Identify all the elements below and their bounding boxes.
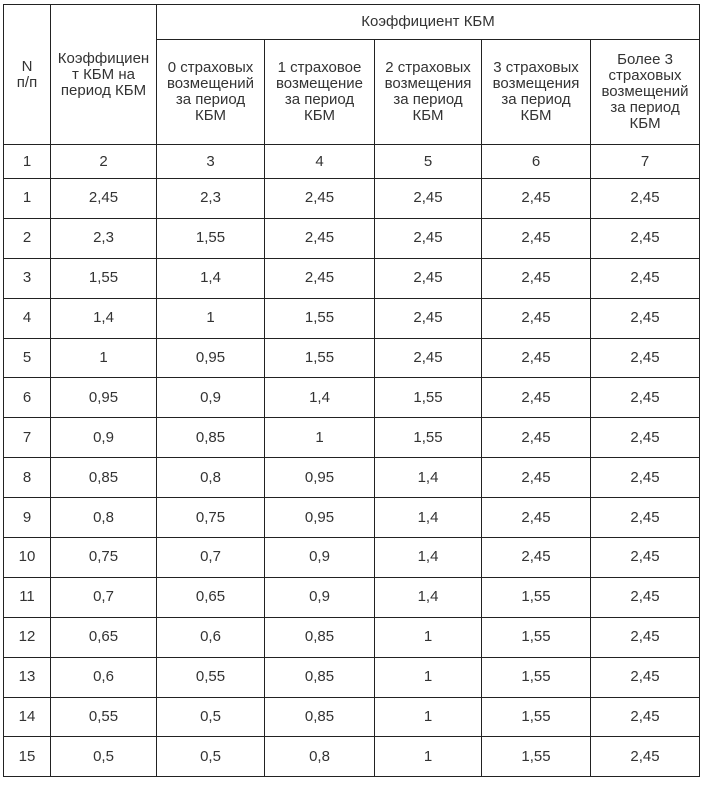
coefficient-cell: 0,5 <box>157 737 265 777</box>
coefficient-cell: 0,6 <box>157 617 265 657</box>
coefficient-cell: 2,45 <box>591 617 700 657</box>
coefficient-cell: 0,75 <box>157 498 265 538</box>
column-number: 4 <box>265 145 375 179</box>
coefficient-cell: 2,45 <box>265 218 375 258</box>
row-number-cell: 1 <box>4 179 51 219</box>
header-sub-0 <box>157 40 265 145</box>
header-sub-line: возмещения <box>492 75 580 92</box>
header-sub-line: КБМ <box>303 107 336 124</box>
header-sub-line: 0 страховых <box>167 59 254 76</box>
coefficient-cell: 0,5 <box>51 737 157 777</box>
header-sub-1 <box>265 40 375 145</box>
coefficient-cell: 2,45 <box>591 498 700 538</box>
table-row <box>4 697 700 737</box>
header-sub-line: за период <box>501 91 571 108</box>
coefficient-cell: 2,45 <box>482 179 591 219</box>
coefficient-cell: 0,7 <box>157 538 265 578</box>
coefficient-cell: 1,55 <box>482 657 591 697</box>
header-sub-line: за период <box>610 99 680 116</box>
coefficient-cell: 1 <box>157 298 265 338</box>
header-sub-line: за период <box>175 91 246 108</box>
column-number: 1 <box>4 145 51 179</box>
coefficient-cell: 1,55 <box>482 697 591 737</box>
header-sub-line: 2 страховых <box>385 59 471 76</box>
header-n-line: п/п <box>16 73 38 91</box>
row-number-cell: 15 <box>4 737 51 777</box>
row-number-cell: 4 <box>4 298 51 338</box>
row-number-cell: 11 <box>4 577 51 617</box>
coefficient-cell: 0,85 <box>265 657 375 697</box>
table-row <box>4 418 700 458</box>
column-number: 5 <box>375 145 482 179</box>
row-number-cell: 2 <box>4 218 51 258</box>
coefficient-cell: 0,7 <box>51 577 157 617</box>
table-row <box>4 538 700 578</box>
coefficient-cell: 2,45 <box>265 179 375 219</box>
coefficient-cell: 0,85 <box>265 697 375 737</box>
coefficient-cell: 1,4 <box>157 258 265 298</box>
coefficient-cell: 1,4 <box>375 498 482 538</box>
coefficient-cell: 1 <box>375 737 482 777</box>
coefficient-cell: 2,45 <box>375 338 482 378</box>
row-number-cell: 10 <box>4 538 51 578</box>
row-number-cell: 14 <box>4 697 51 737</box>
table-row <box>4 298 700 338</box>
table-row <box>4 577 700 617</box>
header-sub-line: Более 3 <box>617 51 673 68</box>
coefficient-cell: 1 <box>375 697 482 737</box>
coefficient-cell: 2,45 <box>591 737 700 777</box>
header-sub-line: 3 страховых <box>493 59 579 76</box>
coefficient-cell: 0,95 <box>265 498 375 538</box>
header-sub-line: возмещений <box>166 75 255 92</box>
row-number-cell: 9 <box>4 498 51 538</box>
coefficient-cell: 0,85 <box>157 418 265 458</box>
row-number-cell: 6 <box>4 378 51 418</box>
header-coef-line: Коэффициен <box>57 49 150 67</box>
coefficient-cell: 2,3 <box>157 179 265 219</box>
coefficient-cell: 2,3 <box>51 218 157 258</box>
header-row-top <box>4 5 700 40</box>
table-row <box>4 737 700 777</box>
coefficient-cell: 0,9 <box>265 577 375 617</box>
coefficient-cell: 2,45 <box>375 218 482 258</box>
coefficient-cell: 0,85 <box>51 458 157 498</box>
coefficient-cell: 1,55 <box>482 737 591 777</box>
header-sub-line: КБМ <box>520 107 552 124</box>
coefficient-cell: 2,45 <box>591 298 700 338</box>
column-number: 3 <box>157 145 265 179</box>
header-coef-line: период КБМ <box>60 81 147 99</box>
coefficient-cell: 2,45 <box>591 218 700 258</box>
table-row <box>4 458 700 498</box>
header-coef-period <box>51 5 157 145</box>
coefficient-cell: 2,45 <box>591 697 700 737</box>
header-sub-line: возмещение <box>275 75 364 92</box>
header-sub-4 <box>591 40 700 145</box>
table-row <box>4 338 700 378</box>
coefficient-cell: 1,4 <box>375 577 482 617</box>
column-number: 7 <box>591 145 700 179</box>
header-sub-line: КБМ <box>629 115 661 132</box>
row-number-cell: 13 <box>4 657 51 697</box>
row-number-cell: 3 <box>4 258 51 298</box>
coefficient-cell: 0,85 <box>265 617 375 657</box>
header-group-title: Коэффициент КБМ <box>157 5 700 40</box>
coefficient-cell: 2,45 <box>482 538 591 578</box>
coefficient-cell: 2,45 <box>51 179 157 219</box>
coefficient-cell: 2,45 <box>591 657 700 697</box>
coefficient-cell: 2,45 <box>265 258 375 298</box>
header-n-pp <box>4 5 51 145</box>
coefficient-cell: 0,65 <box>51 617 157 657</box>
coefficient-cell: 0,8 <box>265 737 375 777</box>
coefficient-cell: 0,9 <box>157 378 265 418</box>
coefficient-cell: 0,5 <box>157 697 265 737</box>
coefficient-cell: 2,45 <box>375 258 482 298</box>
coefficient-cell: 0,95 <box>265 458 375 498</box>
header-coef-line: т КБМ на <box>72 65 135 83</box>
coefficient-cell: 2,45 <box>591 378 700 418</box>
header-sub-line: КБМ <box>194 107 227 124</box>
coefficient-cell: 0,55 <box>157 657 265 697</box>
coefficient-cell: 1,55 <box>157 218 265 258</box>
coefficient-cell: 2,45 <box>375 179 482 219</box>
header-sub-line: возмещений <box>601 83 689 100</box>
coefficient-cell: 2,45 <box>482 418 591 458</box>
coefficient-cell: 1,4 <box>51 298 157 338</box>
coefficient-cell: 2,45 <box>482 498 591 538</box>
column-number: 6 <box>482 145 591 179</box>
coefficient-cell: 2,45 <box>591 538 700 578</box>
coefficient-cell: 2,45 <box>591 258 700 298</box>
coefficient-cell: 1,4 <box>375 538 482 578</box>
header-column-numbers-row <box>4 145 700 179</box>
coefficient-cell: 1,4 <box>375 458 482 498</box>
coefficient-cell: 2,45 <box>591 458 700 498</box>
coefficient-cell: 1,55 <box>265 298 375 338</box>
header-sub-line: за период <box>284 91 355 108</box>
coefficient-cell: 1 <box>375 617 482 657</box>
row-number-cell: 7 <box>4 418 51 458</box>
table-row <box>4 657 700 697</box>
coefficient-cell: 2,45 <box>591 179 700 219</box>
table-row <box>4 378 700 418</box>
coefficient-cell: 1,55 <box>482 577 591 617</box>
coefficient-cell: 0,9 <box>265 538 375 578</box>
row-number-cell: 5 <box>4 338 51 378</box>
coefficient-cell: 0,95 <box>157 338 265 378</box>
header-sub-2 <box>375 40 482 145</box>
coefficient-cell: 0,65 <box>157 577 265 617</box>
table-row <box>4 498 700 538</box>
coefficient-cell: 1 <box>51 338 157 378</box>
coefficient-cell: 0,95 <box>51 378 157 418</box>
coefficient-cell: 2,45 <box>591 577 700 617</box>
coefficient-cell: 2,45 <box>375 298 482 338</box>
coefficient-cell: 1,55 <box>51 258 157 298</box>
coefficient-cell: 1,55 <box>375 378 482 418</box>
header-sub-line: за период <box>393 91 463 108</box>
coefficient-cell: 2,45 <box>482 378 591 418</box>
row-number-cell: 8 <box>4 458 51 498</box>
coefficient-cell: 1,55 <box>482 617 591 657</box>
table-row <box>4 258 700 298</box>
coefficient-cell: 0,6 <box>51 657 157 697</box>
coefficient-cell: 2,45 <box>591 338 700 378</box>
table-row <box>4 218 700 258</box>
kbm-table <box>3 4 700 777</box>
coefficient-cell: 2,45 <box>591 418 700 458</box>
coefficient-cell: 0,8 <box>51 498 157 538</box>
coefficient-cell: 1 <box>265 418 375 458</box>
coefficient-cell: 2,45 <box>482 218 591 258</box>
header-sub-line: 1 страховое <box>277 59 362 76</box>
coefficient-cell: 2,45 <box>482 258 591 298</box>
header-sub-3 <box>482 40 591 145</box>
coefficient-cell: 1,55 <box>265 338 375 378</box>
table-row <box>4 617 700 657</box>
header-n-line: N <box>21 57 33 75</box>
coefficient-cell: 0,55 <box>51 697 157 737</box>
header-sub-line: возмещения <box>384 75 472 92</box>
kbm-table-body <box>4 5 700 777</box>
coefficient-cell: 2,45 <box>482 458 591 498</box>
coefficient-cell: 1 <box>375 657 482 697</box>
coefficient-cell: 0,9 <box>51 418 157 458</box>
column-number: 2 <box>51 145 157 179</box>
row-number-cell: 12 <box>4 617 51 657</box>
coefficient-cell: 2,45 <box>482 298 591 338</box>
coefficient-cell: 0,75 <box>51 538 157 578</box>
header-sub-line: КБМ <box>412 107 444 124</box>
table-row <box>4 179 700 219</box>
coefficient-cell: 1,55 <box>375 418 482 458</box>
coefficient-cell: 1,4 <box>265 378 375 418</box>
header-sub-line: страховых <box>608 67 682 84</box>
coefficient-cell: 2,45 <box>482 338 591 378</box>
coefficient-cell: 0,8 <box>157 458 265 498</box>
